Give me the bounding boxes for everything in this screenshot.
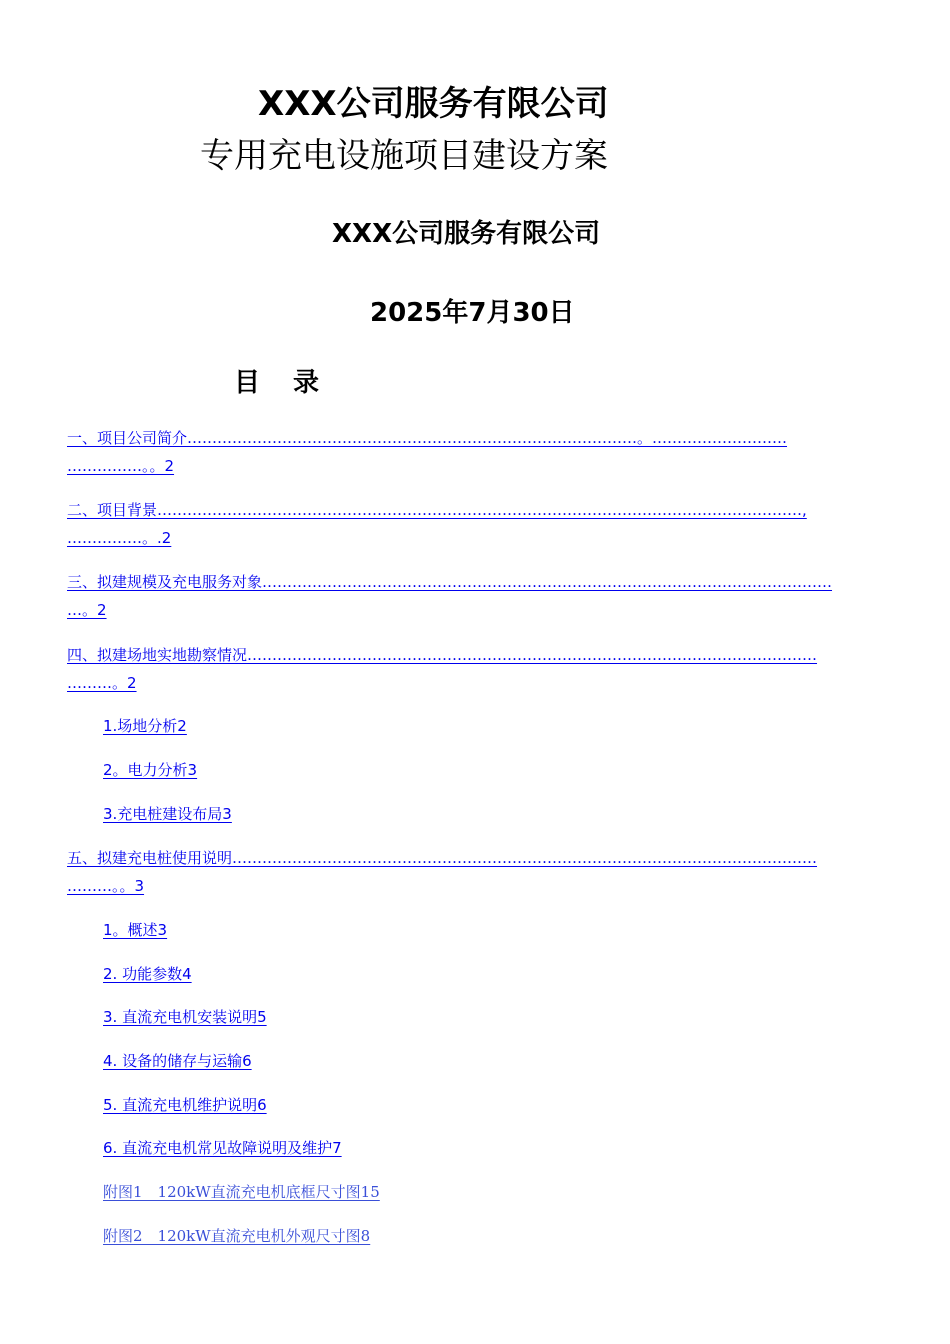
toc-sub-maintenance[interactable]: 5. 直流充电机维护说明6 bbox=[103, 1096, 267, 1114]
toc-entry-site-survey[interactable] bbox=[67, 641, 882, 697]
company-name: XXX公司服务有限公司 bbox=[332, 219, 601, 249]
toc-entry-text: 五、拟建充电桩使用说明……………………………………………………………………………………………………… bbox=[67, 849, 818, 867]
toc-entry-text: 一、项目公司简介………………………………………………………………………………。……………………… bbox=[67, 429, 788, 447]
toc-entry-text: 二、项目背景…………………………………………………………………………………………………………………, bbox=[67, 501, 807, 519]
toc-sub-troubleshooting[interactable]: 6. 直流充电机常见故障说明及维护7 bbox=[103, 1139, 342, 1157]
toc-sub-site-analysis[interactable]: 1.场地分析2 bbox=[103, 717, 187, 735]
document-date: 2025年7月30日 bbox=[370, 298, 575, 328]
toc-sub-installation[interactable]: 3. 直流充电机安装说明5 bbox=[103, 1008, 267, 1026]
toc-entry-scale-and-service[interactable] bbox=[67, 568, 882, 624]
toc-entry-page: ………。2 bbox=[67, 674, 137, 692]
toc-entry-text: 四、拟建场地实地勘察情况…………………………………………………………………………………………………… bbox=[67, 646, 818, 664]
toc-sub-power-analysis[interactable]: 2。电力分析3 bbox=[103, 761, 198, 779]
toc-entry-background[interactable] bbox=[67, 496, 882, 552]
document-title-line-1: XXX公司服务有限公司 bbox=[258, 84, 609, 124]
toc-sub-overview[interactable]: 1。概述3 bbox=[103, 921, 168, 939]
toc-entry-company-intro[interactable] bbox=[67, 424, 882, 480]
toc-sub-parameters[interactable]: 2. 功能参数4 bbox=[103, 965, 192, 983]
toc-entry-page: ……………。.2 bbox=[67, 529, 172, 547]
toc-entry-usage-instructions[interactable] bbox=[67, 844, 882, 900]
toc-heading: 目 录 bbox=[234, 368, 332, 398]
toc-entry-page: …。2 bbox=[67, 601, 107, 619]
toc-entry-page: ……………。。2 bbox=[67, 457, 175, 475]
toc-entry-text: 三、拟建规模及充电服务对象…………………………………………………………………………………………………… bbox=[67, 573, 833, 591]
toc-appendix-exterior[interactable]: 附图2 120kW直流充电机外观尺寸图8 bbox=[103, 1227, 371, 1245]
toc-sub-storage-transport[interactable]: 4. 设备的储存与运输6 bbox=[103, 1052, 252, 1070]
toc-sub-layout[interactable]: 3.充电桩建设布局3 bbox=[103, 805, 232, 823]
toc-entry-page: ………。。3 bbox=[67, 877, 145, 895]
document-title-line-2: 专用充电设施项目建设方案 bbox=[200, 136, 608, 176]
toc-appendix-base-frame[interactable]: 附图1 120kW直流充电机底框尺寸图15 bbox=[103, 1183, 380, 1201]
